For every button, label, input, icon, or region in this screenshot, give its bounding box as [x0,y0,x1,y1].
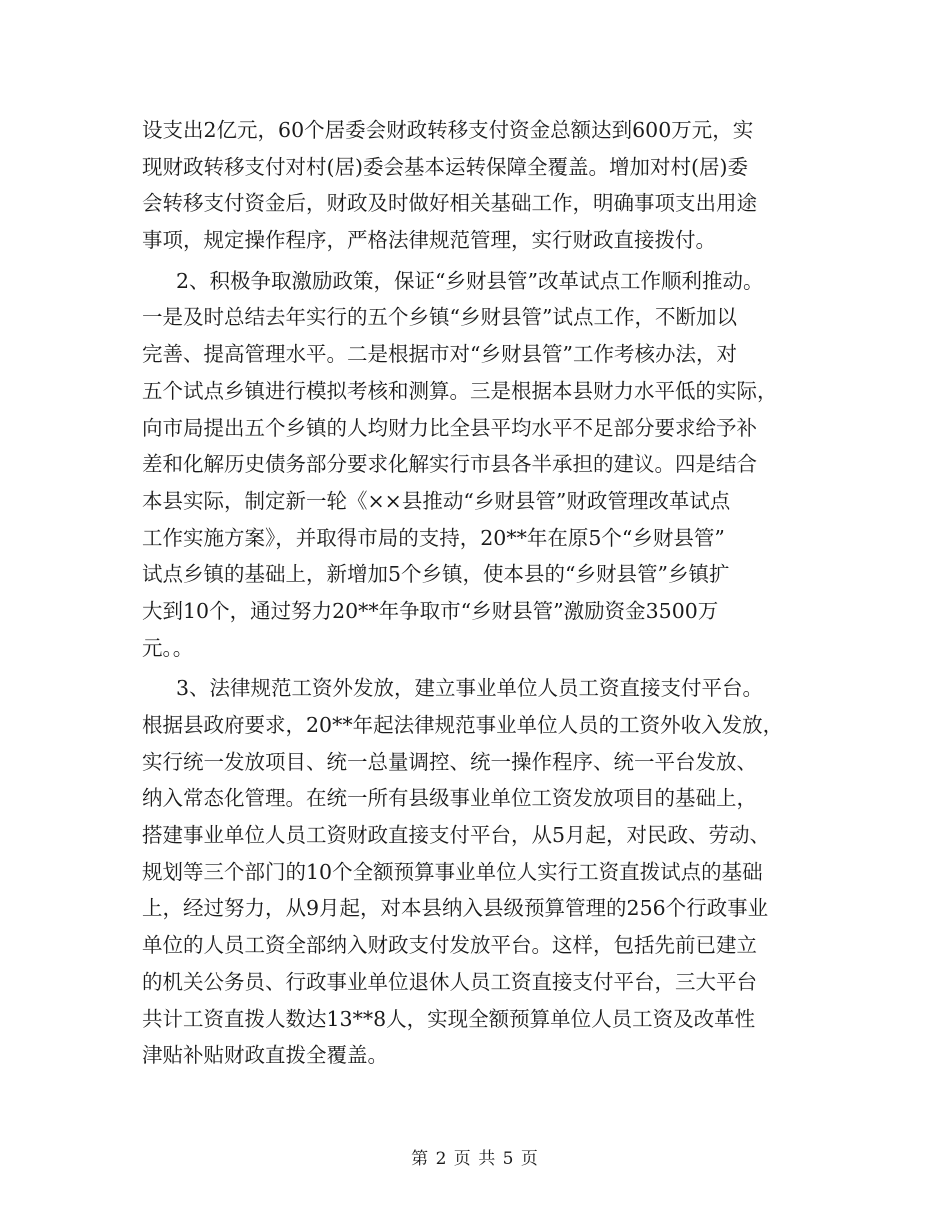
text-line: 规划等三个部门的10个全额预算事业单位人实行工资直拨试点的基础 [142,859,763,884]
text-line: 大到10个，通过努力20**年争取市“乡财县管”激励资金3500万 [142,598,719,623]
text-line: 差和化解历史债务部分要求化解实行市县各半承担的建议。四是结合 [142,452,757,477]
text-line: 一是及时总结去年实行的五个乡镇“乡财县管”试点工作，不断加以 [142,305,737,330]
text-line: 3、法律规范工资外发放，建立事业单位人员工资直接支付平台。 [176,676,764,701]
text-line: 津贴补贴财政直拨全覆盖。 [142,1043,388,1068]
text-line: 设支出2亿元，60个居委会财政转移支付资金总额达到600万元，实 [142,118,754,142]
text-line: 试点乡镇的基础上，新增加5个乡镇，使本县的“乡财县管”乡镇扩 [142,562,730,587]
text-line: 单位的人员工资全部纳入财政支付发放平台。这样，包括先前已建立 [142,933,757,958]
text-line: 2、积极争取激励政策，保证“乡财县管”改革试点工作顺利推动。 [176,268,764,293]
text-line: 元。。 [142,635,194,660]
text-line: 本县实际，制定新一轮《××县推动“乡财县管”财政管理改革试点 [142,488,731,513]
text-line: 向市局提出五个乡镇的人均财力比全县平均水平不足部分要求给予补 [142,415,757,440]
text-line: 的机关公务员、行政事业单位退休人员工资直接支付平台，三大平台 [142,969,757,994]
text-line: 现财政转移支付对村(居)委会基本运转保障全覆盖。增加对村(居)委 [142,154,748,179]
text-line: 工作实施方案》，并取得市局的支持，20**年在原5个“乡财县管” [142,525,725,550]
text-line: 完善、提高管理水平。二是根据市对“乡财县管”工作考核办法，对 [142,342,737,367]
text-line: 事项，规定操作程序，严格法律规范管理，实行财政直接拨付。 [142,228,716,253]
text-line: 共计工资直拨人数达13**8人，实现全额预算单位人员工资及改革性 [142,1006,756,1031]
paragraph-3 [142,670,814,1074]
paragraph-1 [142,112,814,259]
text-line: 实行统一发放项目、统一总量调控、统一操作程序、统一平台发放、 [142,749,757,774]
text-line: 纳入常态化管理。在统一所有县级事业单位工资发放项目的基础上， [142,786,757,811]
body-text [142,112,814,1074]
page-footer [0,1147,950,1171]
text-line: 根据县政府要求，20**年起法律规范事业单位人员的工资外收入发放， [142,713,784,737]
text-line: 上，经过努力，从9月起，对本县纳入县级预算管理的256个行政事业 [142,896,769,921]
text-line: 五个试点乡镇进行模拟考核和测算。三是根据本县财力水平低的实际， [142,378,778,403]
page-number-label: 第 2 页 共 5 页 [411,1149,539,1169]
text-line: 搭建事业单位人员工资财政直接支付平台，从5月起，对民政、劳动、 [142,823,771,848]
text-line: 会转移支付资金后，财政及时做好相关基础工作，明确事项支出用途 [142,191,757,216]
paragraph-2 [142,263,814,667]
